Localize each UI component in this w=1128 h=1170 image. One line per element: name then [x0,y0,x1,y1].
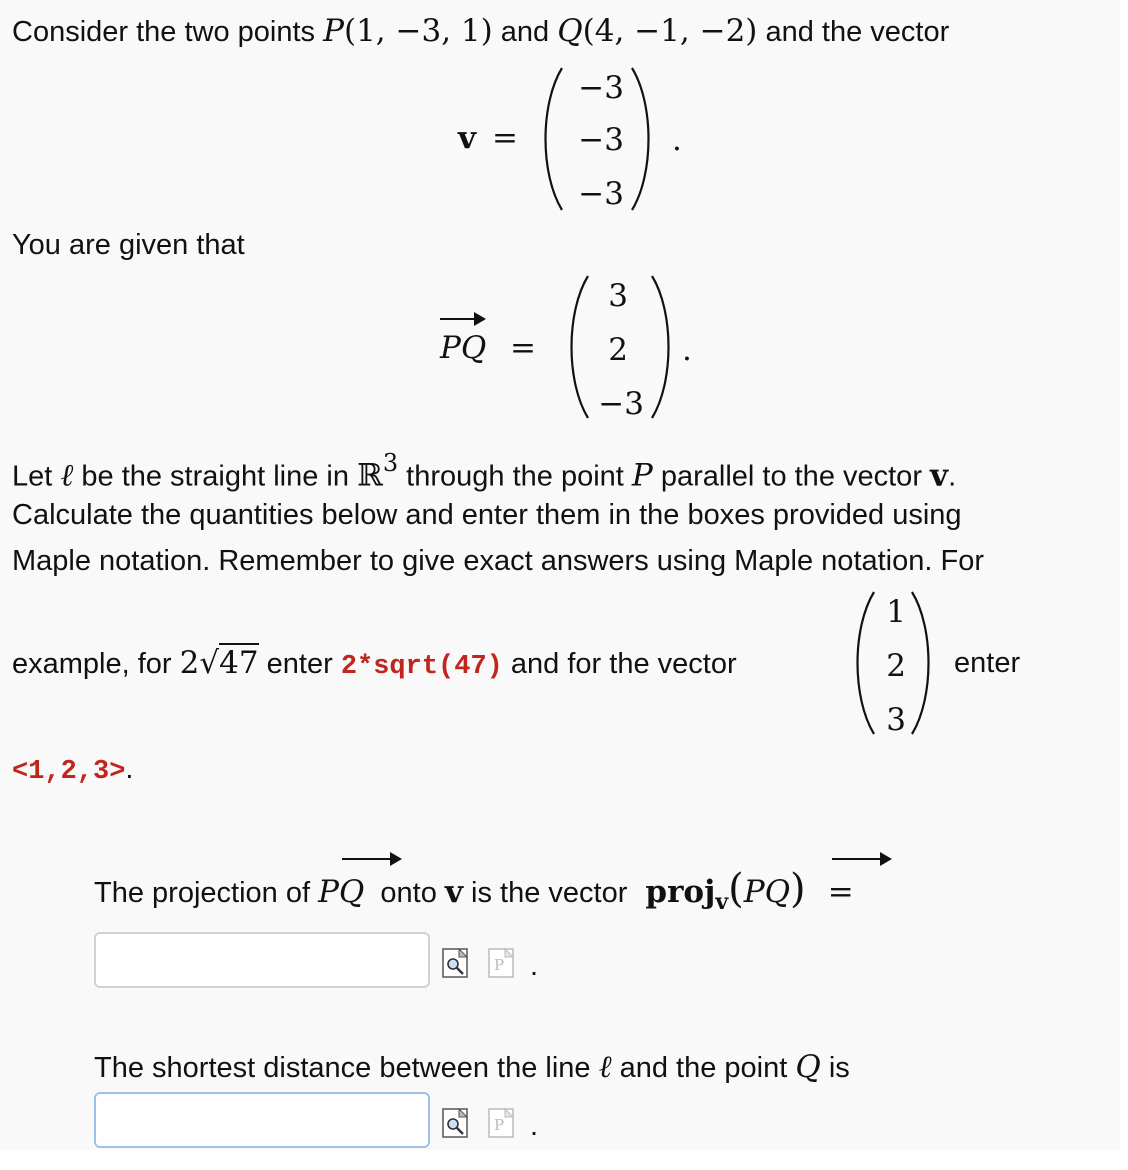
v-symbol: v [458,120,477,156]
proj-pq-label: PQ [743,874,791,910]
point-q-label: Q [557,13,583,49]
proj-right-paren: ) [790,866,806,912]
intro-line [12,14,949,49]
pq-component: 2 [608,332,628,368]
q2-period: . [530,1110,539,1142]
example-code-sqrt: 2*sqrt(47) [340,652,503,682]
pq-arrow [440,318,484,320]
maple-syntax-icon[interactable] [488,1108,514,1138]
given-text: You are given that [12,229,245,261]
svg-text:P: P [494,956,505,974]
proj-equals: = [827,874,854,910]
intro-text: Consider the two points [12,16,316,48]
pq-equals: = [510,330,536,366]
q1-pq-arrow [342,858,400,860]
paragraph-line-1: Let ℓ be the straight line in ℝ$^3$ through the point P parallel to the vector v. [12,449,957,494]
projection-answer-input[interactable] [94,932,430,988]
pq-right-paren [648,272,678,422]
proj-left-paren: ( [728,866,744,912]
paragraph-line-2: Calculate the quantities below and enter them in the boxes provided using [12,499,962,531]
example-vec-component: 3 [886,702,906,738]
reals-symbol: ℝ [357,457,383,494]
pq-component: 3 [608,278,628,314]
pq-period: . [682,332,692,368]
example-right-paren [908,588,938,738]
point-p-symbol: P [631,457,653,494]
preview-icon[interactable] [442,948,468,978]
example-code-vector: <1,2,3> [12,757,126,787]
distance-answer-input[interactable] [94,1092,430,1148]
v-period: . [672,122,682,158]
q1-proj-pq-arrow [832,858,890,860]
pq-label: PQ [440,330,487,366]
q1-v-symbol: v [444,874,463,910]
sqrt-coefficient: 2 [179,645,200,681]
example-line: example, for 2√47 enter 2*sqrt(47) and for the vector [12,645,737,682]
svg-text:P: P [494,1116,505,1134]
v-bold-symbol: v [930,457,949,494]
example-line-2: <1,2,3>. [12,753,134,787]
intro-and-vector: and the vector [765,16,950,48]
example-vec-component: 1 [886,594,906,630]
preview-icon[interactable] [442,1108,468,1138]
proj-symbol: proj [645,874,716,910]
pq-component: −3 [598,386,644,422]
sqrt-radicand: 47 [219,645,259,681]
intro-and: and [500,16,550,48]
example-enter-2: enter [954,647,1021,679]
q1-period: . [530,950,539,982]
q2-ell-symbol: ℓ [598,1049,612,1085]
question-2-text: The shortest distance between the line ℓ and the point Q is [94,1049,850,1085]
v-component: −3 [578,70,624,106]
reals-exponent: 3 [382,449,399,477]
proj-subscript: v [715,888,729,915]
sqrt-expression: √47 [199,645,259,681]
v-component: −3 [578,176,624,212]
point-p-coords: (1, −3, 1) [343,13,493,49]
maple-syntax-icon[interactable] [488,948,514,978]
example-vec-component: 2 [886,648,906,684]
q2-point-q: Q [795,1049,821,1085]
paragraph-line-3: Maple notation. Remember to give exact answers using Maple notation. For [12,545,984,577]
v-equals: = [492,120,518,156]
v-component: −3 [578,122,624,158]
ell-symbol: ℓ [60,457,74,494]
q1-pq-label: PQ [318,874,365,910]
point-q-coords: (4, −1, −2) [582,13,758,49]
point-p-label: P [323,13,344,49]
v-right-paren [628,64,658,214]
question-1-text: The projection of PQ onto v is the vector proj$_v$(PQ) = [94,866,854,915]
